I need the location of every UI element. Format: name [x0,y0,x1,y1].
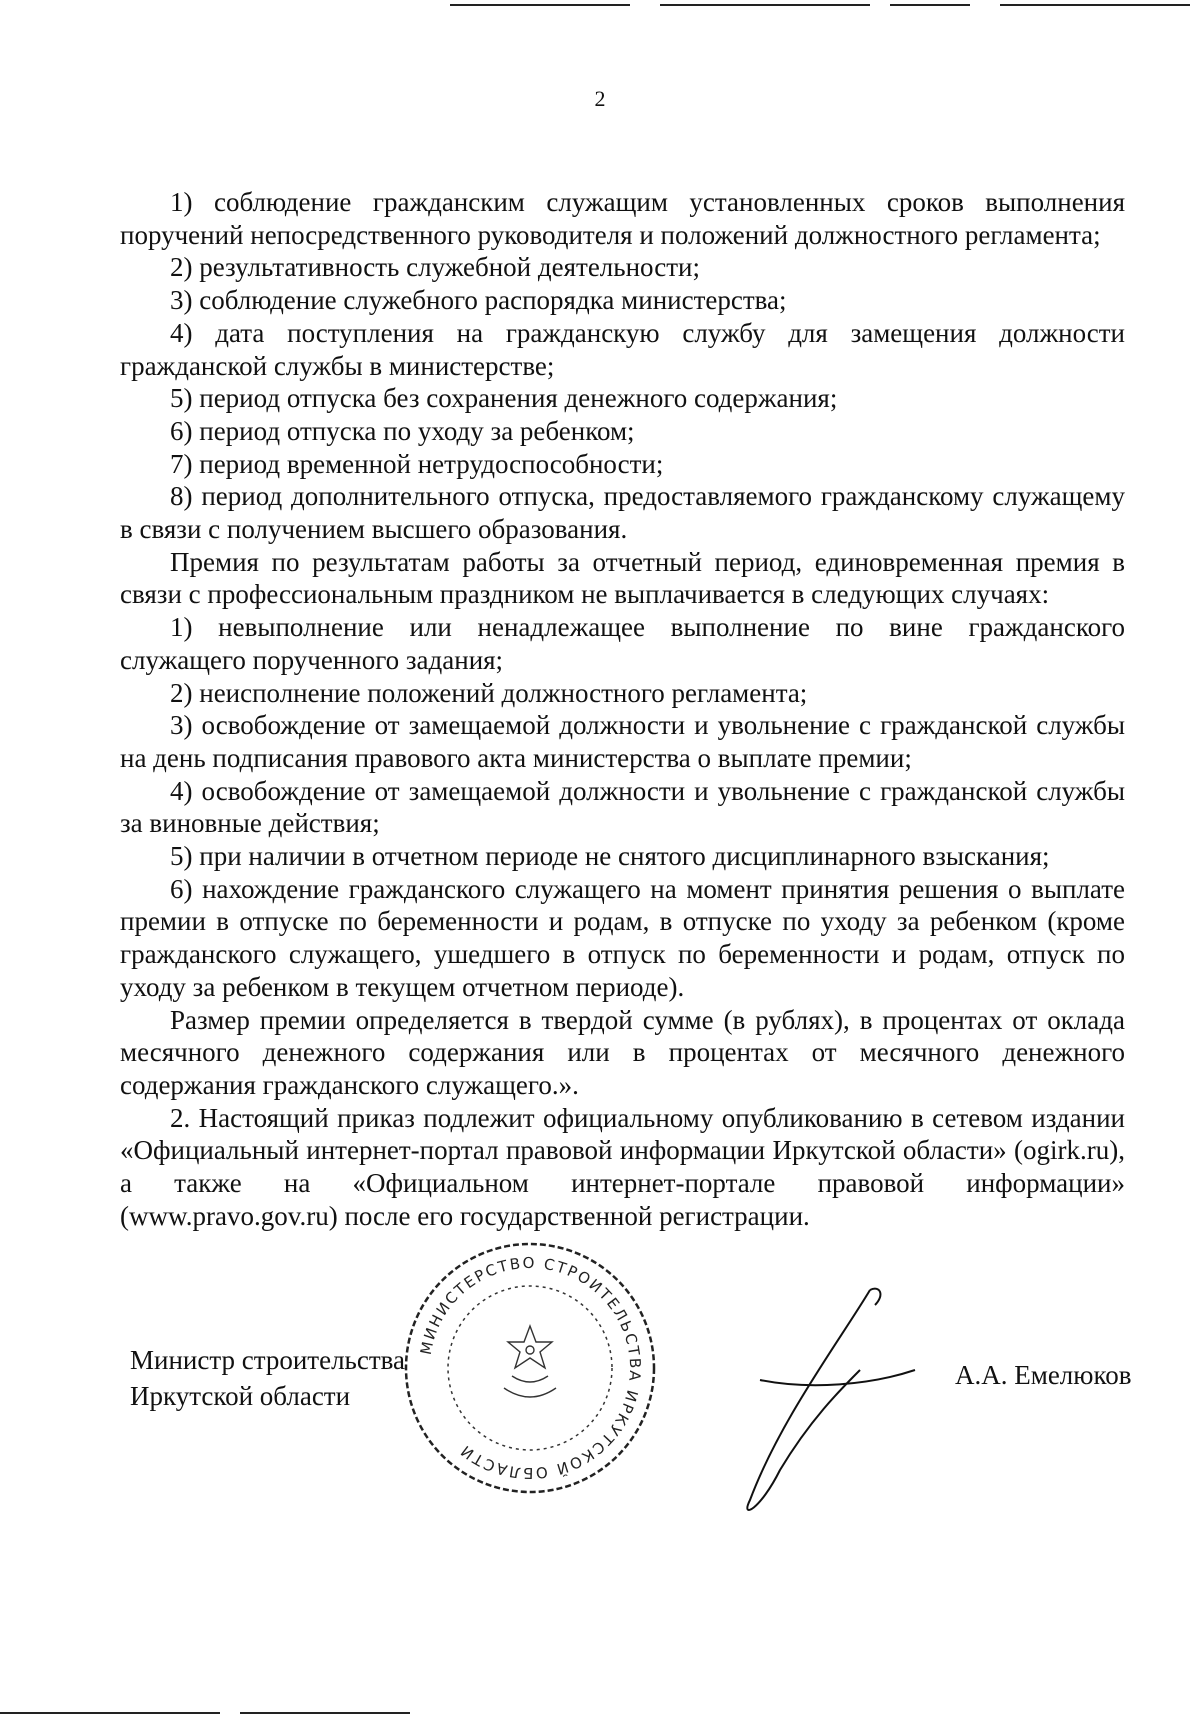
paragraph: 6) нахождение гражданского служащего на момент принятия решения о выплате премии в отпуске по беременности и родам, в отпуске по уходу за ребенком (кроме гражданского служащего, ушедшего в отпуск по беременности и родам, отпуск по уходу за ребенком в текущем отчетном периоде). [120,873,1125,1002]
paragraph: 5) при наличии в отчетном периоде не снятого дисциплинарного взыскания; [170,841,1050,872]
seal-outer-ring [406,1244,654,1492]
seal-emblem [504,1326,556,1397]
scan-edge-top-mark [1000,4,1190,6]
paragraph: 1) соблюдение гражданским служащим установленных сроков выполнения поручений непосредственного руководителя и положений должностного регламента; [120,187,1125,250]
scan-edge-top-mark [890,4,970,6]
scan-edge-top-mark [660,4,870,6]
scan-edge-bottom-mark [0,1712,220,1714]
scan-edge-bottom-mark [240,1712,410,1714]
paragraph: 2) результативность служебной деятельности; [170,252,700,283]
signatory-title-line: Иркутской области [130,1381,351,1411]
paragraph: 3) соблюдение служебного распорядка министерства; [170,285,787,316]
paragraph: 2) неисполнение положений должностного регламента; [170,677,808,708]
paragraph: 2. Настоящий приказ подлежит официальному опубликованию в сетевом издании «Официальный интернет-портал правовой информации Иркутской области» (ogirk.ru), а также на «Официальном интернет-портале правовой информации» (www.pravo.gov.ru) после его государственной регистрации. [120,1102,1125,1231]
paragraph: 6) период отпуска по уходу за ребенком; [170,415,635,446]
official-seal [400,1238,660,1498]
paragraph: 1) невыполнение или ненадлежащее выполнение по вине гражданского служащего порученного задания; [120,612,1125,675]
document-body [120,186,1125,1233]
signatory-title [130,1342,405,1414]
paragraph: 4) освобождение от замещаемой должности и увольнение с гражданской службы за виновные действия; [120,775,1125,839]
handwritten-signature [720,1280,920,1520]
paragraph: Премия по результатам работы за отчетный период, единовременная премия в связи с профессиональным праздником не выплачивается в следующих случаях: [120,546,1125,610]
paragraph: 4) дата поступления на гражданскую службу для замещения должности гражданской службы в министерстве; [120,317,1125,381]
signatory-title-line: Министр строительства [130,1345,406,1375]
seal-inner-ring [448,1286,612,1450]
paragraph: Размер премии определяется в твердой сумме (в рублях), в процентах от оклада месячного денежного содержания или в процентах от месячного денежного содержания гражданского служащего.». [120,1004,1125,1100]
page-number: 2 [594,86,606,111]
paragraph: 5) период отпуска без сохранения денежного содержания; [170,383,838,414]
paragraph: 3) освобождение от замещаемой должности и увольнение с гражданской службы на день подписания правового акта министерства о выплате премии; [120,710,1125,773]
paragraph: 7) период временной нетрудоспособности; [170,448,664,479]
scan-edge-top-mark [450,4,630,6]
seal-text: МИНИСТЕРСТВО СТРОИТЕЛЬСТВА ИРКУТСКОЙ ОБЛАСТИ [416,1253,645,1483]
paragraph: 8) период дополнительного отпуска, предоставляемого гражданскому служащему в связи с получением высшего образования. [120,481,1125,545]
signatory-name: А.А. Емелюков [955,1360,1132,1390]
